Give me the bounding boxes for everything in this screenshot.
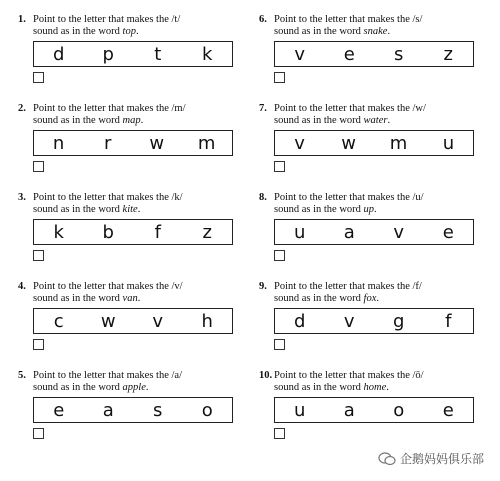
- prompt-prefix: Point to the letter that makes the: [274, 14, 410, 25]
- letter-option[interactable]: u: [442, 132, 455, 154]
- letter-choices: [33, 130, 233, 156]
- letter-option[interactable]: b: [102, 221, 114, 243]
- question-item: [259, 281, 474, 370]
- letter-option[interactable]: z: [443, 43, 453, 65]
- prompt-mid: sound as in the word: [33, 293, 120, 304]
- question-number: 1.: [18, 14, 26, 25]
- answer-checkbox[interactable]: [33, 250, 44, 261]
- target-sound: /a/: [171, 370, 183, 381]
- letter-option[interactable]: f: [445, 310, 452, 332]
- question-item: [18, 103, 233, 192]
- question-number: 2.: [18, 103, 26, 114]
- target-sound: /s/: [412, 14, 423, 25]
- letter-option[interactable]: g: [393, 310, 405, 332]
- prompt-prefix: Point to the letter that makes the: [33, 370, 169, 381]
- letter-option[interactable]: z: [202, 221, 212, 243]
- example-word: fox: [363, 293, 377, 304]
- left-column: [18, 14, 233, 459]
- letter-option[interactable]: k: [202, 43, 213, 65]
- prompt-prefix: Point to the letter that makes the: [274, 370, 410, 381]
- letter-option[interactable]: e: [343, 43, 355, 65]
- example-word: van: [122, 293, 138, 304]
- question-prompt: 8. Point to the letter that makes the /u/ sound as in the word up.: [259, 192, 424, 215]
- answer-checkbox[interactable]: [274, 428, 285, 439]
- letter-option[interactable]: v: [152, 310, 164, 332]
- question-prompt: 2. Point to the letter that makes the /m/ sound as in the word map.: [18, 103, 186, 126]
- prompt-prefix: Point to the letter that makes the: [274, 103, 410, 114]
- letter-option[interactable]: u: [294, 221, 306, 243]
- target-sound: /u/: [412, 192, 424, 203]
- watermark: [378, 450, 484, 467]
- letter-choices: [274, 219, 474, 245]
- prompt-mid: sound as in the word: [274, 26, 361, 37]
- question-item: [259, 192, 474, 281]
- letter-choices: [33, 41, 233, 67]
- example-word: snake: [363, 26, 388, 37]
- example-word: up: [363, 204, 375, 215]
- answer-checkbox[interactable]: [274, 250, 285, 261]
- right-column: [259, 14, 474, 459]
- answer-checkbox[interactable]: [33, 72, 44, 83]
- question-item: [259, 370, 474, 459]
- question-item: [18, 370, 233, 459]
- question-item: [18, 281, 233, 370]
- letter-option[interactable]: o: [201, 399, 213, 421]
- question-number: 3.: [18, 192, 26, 203]
- letter-option[interactable]: f: [154, 221, 161, 243]
- letter-option[interactable]: h: [201, 310, 213, 332]
- letter-choices: [33, 308, 233, 334]
- example-word: kite: [122, 204, 138, 215]
- question-prompt: 7. Point to the letter that makes the /w/ sound as in the word water.: [259, 103, 426, 126]
- letter-option[interactable]: p: [102, 43, 114, 65]
- letter-option[interactable]: t: [154, 43, 162, 65]
- target-sound: /m/: [171, 103, 186, 114]
- letter-choices: [274, 308, 474, 334]
- letter-option[interactable]: e: [442, 221, 454, 243]
- question-prompt: 6. Point to the letter that makes the /s/ sound as in the word snake.: [259, 14, 423, 37]
- letter-option[interactable]: w: [149, 132, 165, 154]
- question-prompt: 5. Point to the letter that makes the /a/ sound as in the word apple.: [18, 370, 183, 393]
- target-sound: /v/: [171, 281, 183, 292]
- letter-option[interactable]: n: [52, 132, 65, 154]
- answer-checkbox[interactable]: [33, 161, 44, 172]
- example-word: apple: [122, 382, 146, 393]
- question-number: 10.: [259, 370, 273, 381]
- letter-option[interactable]: d: [294, 310, 306, 332]
- example-word: water: [363, 115, 388, 126]
- chat-bubbles-icon: [378, 452, 396, 466]
- example-word: home: [363, 382, 387, 393]
- prompt-prefix: Point to the letter that makes the: [274, 192, 410, 203]
- prompt-mid: sound as in the word: [274, 204, 361, 215]
- letter-choices: [33, 219, 233, 245]
- answer-checkbox[interactable]: [274, 72, 285, 83]
- target-sound: /w/: [412, 103, 426, 114]
- letter-option[interactable]: a: [343, 221, 355, 243]
- prompt-mid: sound as in the word: [33, 115, 120, 126]
- question-number: 9.: [259, 281, 267, 292]
- question-number: 8.: [259, 192, 267, 203]
- question-prompt: 9. Point to the letter that makes the /f/ sound as in the word fox.: [259, 281, 422, 304]
- prompt-mid: sound as in the word: [274, 382, 361, 393]
- watermark-text: 企鹅妈妈俱乐部: [399, 452, 484, 466]
- question-prompt: 3. Point to the letter that makes the /k/ sound as in the word kite.: [18, 192, 183, 215]
- question-number: 6.: [259, 14, 267, 25]
- prompt-prefix: Point to the letter that makes the: [33, 281, 169, 292]
- letter-option[interactable]: w: [341, 132, 357, 154]
- letter-option[interactable]: v: [393, 221, 405, 243]
- answer-checkbox[interactable]: [274, 161, 285, 172]
- question-item: [259, 103, 474, 192]
- question-item: [259, 14, 474, 103]
- target-sound: /k/: [171, 192, 183, 203]
- answer-checkbox[interactable]: [33, 339, 44, 350]
- letter-choices: [274, 41, 474, 67]
- question-item: [18, 192, 233, 281]
- letter-option[interactable]: r: [103, 132, 112, 154]
- prompt-mid: sound as in the word: [33, 204, 120, 215]
- letter-option[interactable]: v: [343, 310, 355, 332]
- question-prompt: 10. Point to the letter that makes the /ō/ sound as in the word home.: [259, 370, 424, 393]
- prompt-prefix: Point to the letter that makes the: [33, 14, 169, 25]
- letter-option[interactable]: m: [389, 132, 408, 154]
- prompt-prefix: Point to the letter that makes the: [274, 281, 410, 292]
- letter-choices: [274, 397, 474, 423]
- target-sound: /ō/: [412, 370, 424, 381]
- letter-option[interactable]: d: [53, 43, 65, 65]
- example-word: map: [122, 115, 141, 126]
- prompt-mid: sound as in the word: [274, 115, 361, 126]
- answer-checkbox[interactable]: [33, 428, 44, 439]
- question-item: [18, 14, 233, 103]
- letter-choices: [274, 130, 474, 156]
- letter-option[interactable]: k: [53, 221, 64, 243]
- example-word: top: [122, 26, 136, 37]
- question-number: 7.: [259, 103, 267, 114]
- letter-option[interactable]: w: [100, 310, 116, 332]
- prompt-prefix: Point to the letter that makes the: [33, 103, 169, 114]
- letter-option[interactable]: e: [53, 399, 65, 421]
- target-sound: /f/: [412, 281, 422, 292]
- letter-choices: [33, 397, 233, 423]
- letter-option[interactable]: v: [294, 132, 305, 154]
- letter-option[interactable]: m: [197, 132, 216, 154]
- letter-option[interactable]: a: [343, 399, 355, 421]
- letter-option[interactable]: s: [153, 399, 163, 421]
- letter-option[interactable]: s: [394, 43, 404, 65]
- letter-option[interactable]: o: [393, 399, 405, 421]
- letter-option[interactable]: v: [294, 43, 306, 65]
- prompt-mid: sound as in the word: [274, 293, 361, 304]
- target-sound: /t/: [171, 14, 181, 25]
- letter-option[interactable]: c: [53, 310, 64, 332]
- question-prompt: 1. Point to the letter that makes the /t/ sound as in the word top.: [18, 14, 181, 37]
- letter-option[interactable]: u: [294, 399, 306, 421]
- letter-option[interactable]: a: [102, 399, 114, 421]
- prompt-mid: sound as in the word: [33, 26, 120, 37]
- prompt-mid: sound as in the word: [33, 382, 120, 393]
- prompt-prefix: Point to the letter that makes the: [33, 192, 169, 203]
- question-number: 5.: [18, 370, 26, 381]
- answer-checkbox[interactable]: [274, 339, 285, 350]
- question-number: 4.: [18, 281, 26, 292]
- letter-option[interactable]: e: [442, 399, 454, 421]
- question-prompt: 4. Point to the letter that makes the /v/ sound as in the word van.: [18, 281, 183, 304]
